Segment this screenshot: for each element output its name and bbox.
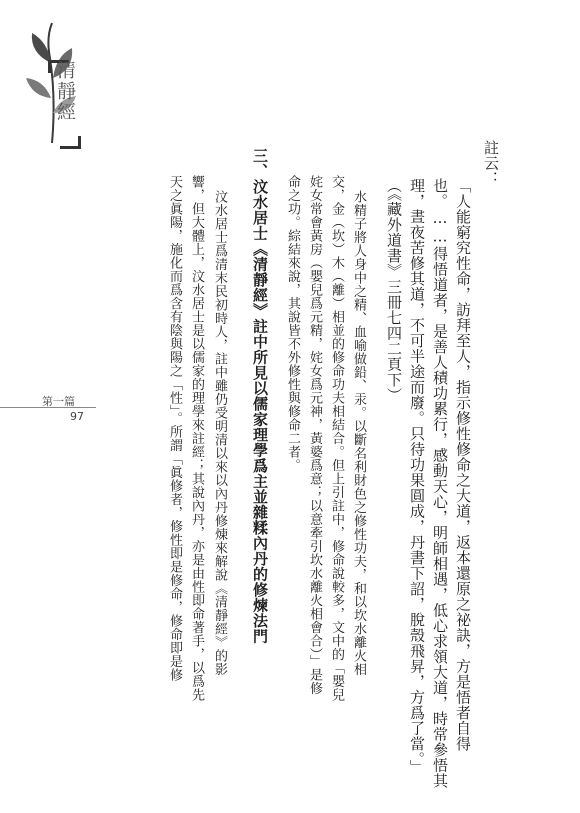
text-column: 「人能窮究性命，訪拜至人，指示修性修命之大道，返本還原之祕訣，方是悟者自得 <box>454 178 472 752</box>
text-column: 姹女常會黃房（嬰兒爲元精，姹女爲元神，黃婆爲意；以意牽引坎水離火相會合）」是修 <box>307 175 322 695</box>
text-column: 理，晝夜苦修其道，不可半途而廢。只待功果圓成，丹書下詔，脫殼飛昇，方爲了當。」 <box>408 178 426 775</box>
section-heading: 三、汶水居士《清靜經》註中所見以儒家理學爲主並雜糅內丹的修煉法門 <box>251 148 269 644</box>
text-column: （《藏外道書》三冊七四二頁下） <box>385 178 403 403</box>
text-column: 響，但大體上，汶水居士是以儒家的理學來註經；其說內丹，亦是由性即命著手，以爲先 <box>189 175 204 702</box>
text-column: 也。……得悟道者，是善人積功累行，感動天心，明師相遇，低心求領大道，時常參悟其 <box>431 178 449 789</box>
logo-bracket-bottom <box>60 136 81 149</box>
logo-title: 清靜經 <box>54 60 76 123</box>
text-column: 命之功。綜結來說，其說皆不外修性與修命二者。 <box>285 175 300 472</box>
text-column: 註云： <box>482 140 500 187</box>
text-column: 交，金（坎）木（離）相並的修命功夫相結合。但上引註中，修命說較多，文中的「嬰兒 <box>329 175 344 702</box>
text-column: 水精子將人身中之精、血喻做鉛、汞。以斷名利財色之修性功夫，和以坎水離火相 <box>351 190 366 676</box>
text-column: 天之眞陽，施化而爲含有陰與陽之「性」。所謂「眞修者，修性即是修命，修命即是修 <box>167 175 182 682</box>
page-number: 97 <box>70 410 84 423</box>
part-label: 第一篇 <box>42 395 75 408</box>
text-column: 汶水居士爲清末民初時人，註中雖仍受明清以來以內丹修煉來解說《清靜經》的影 <box>212 190 227 676</box>
